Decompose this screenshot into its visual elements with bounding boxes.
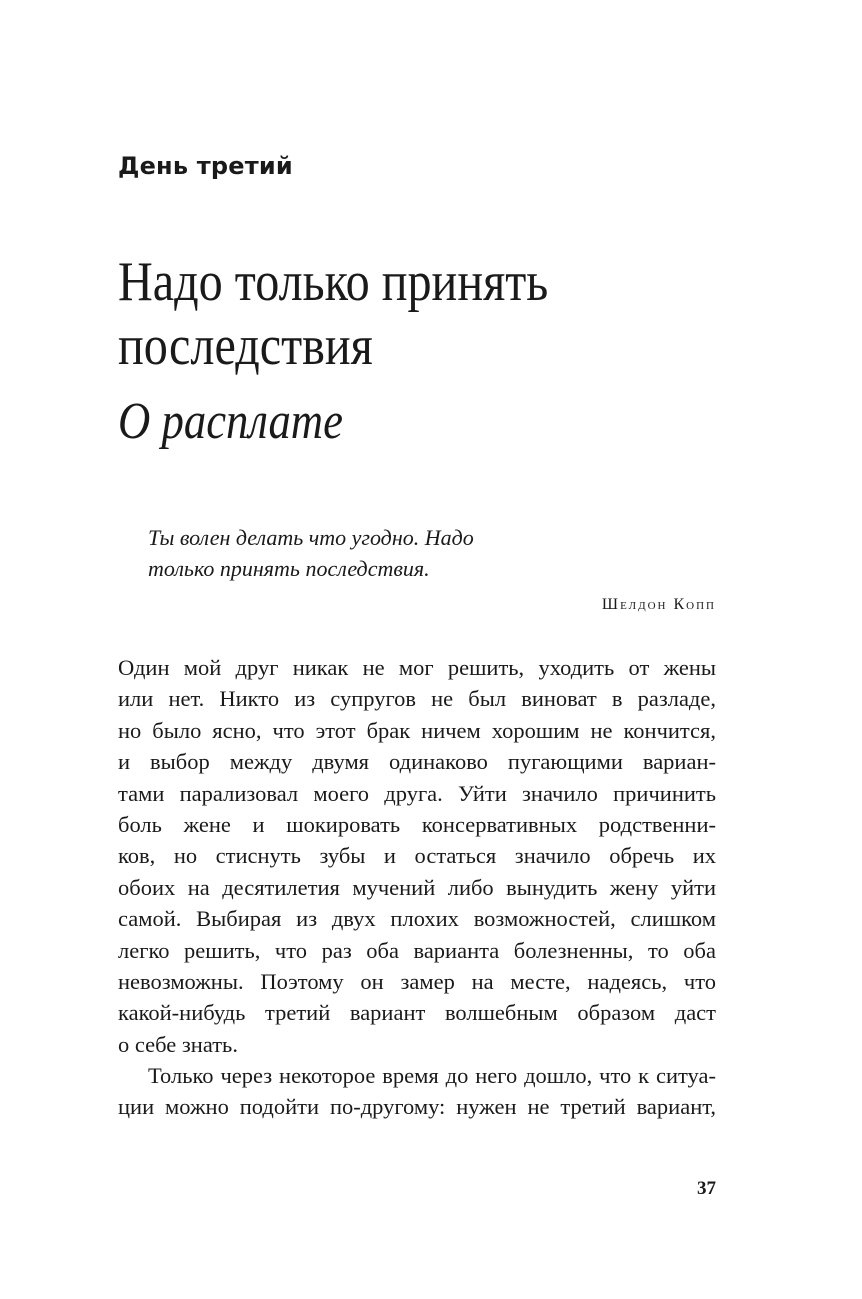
body-line: невозможны. Поэтому он замер на месте, надеясь, что — [118, 968, 716, 994]
page-number: 37 — [697, 1178, 716, 1199]
body-line: ков, но стиснуть зубы и остаться значило обречь их — [118, 843, 716, 869]
epigraph-line-2: только принять последствия. — [148, 556, 430, 581]
body-line: боль жене и шокировать консервативных родственни- — [118, 811, 716, 837]
body-line: обоих на десятилетия мучений либо вынудить жену уйти — [118, 874, 716, 900]
chapter-subtitle: О расплате — [118, 393, 343, 450]
body-line: ции можно подойти по-другому: нужен не третий вариант, — [118, 1094, 716, 1120]
body-line: о себе знать. — [118, 1031, 238, 1057]
body-text — [118, 652, 716, 1123]
epigraph-line-1: Ты волен делать что угодно. Надо — [148, 525, 474, 550]
body-line: и выбор между двумя одинаково пугающими вариан- — [118, 749, 716, 775]
body-line: легко решить, что раз оба варианта болезненны, то оба — [118, 937, 716, 963]
epigraph-author: Шелдон Копп — [601, 596, 716, 613]
body-line: какой-нибудь третий вариант волшебным образом даст — [118, 1000, 716, 1026]
chapter-title-line-2: последствия — [118, 315, 373, 377]
body-line: Только через некоторое время до него дошло, что к ситуа- — [148, 1063, 716, 1089]
chapter-title-line-1: Надо только принять — [118, 251, 549, 313]
body-line: тами парализовал моего друга. Уйти значило причинить — [118, 780, 716, 806]
epigraph — [148, 522, 688, 584]
section-label: День третий — [118, 152, 293, 180]
body-line: или нет. Никто из супругов не был виноват в разладе, — [118, 686, 716, 712]
body-line: но было ясно, что этот брак ничем хорошим не кончится, — [118, 717, 716, 743]
chapter-title — [118, 250, 668, 378]
body-line: самой. Выбирая из двух плохих возможностей, слишком — [118, 906, 716, 932]
body-line: Один мой друг никак не мог решить, уходить от жены — [118, 655, 716, 680]
